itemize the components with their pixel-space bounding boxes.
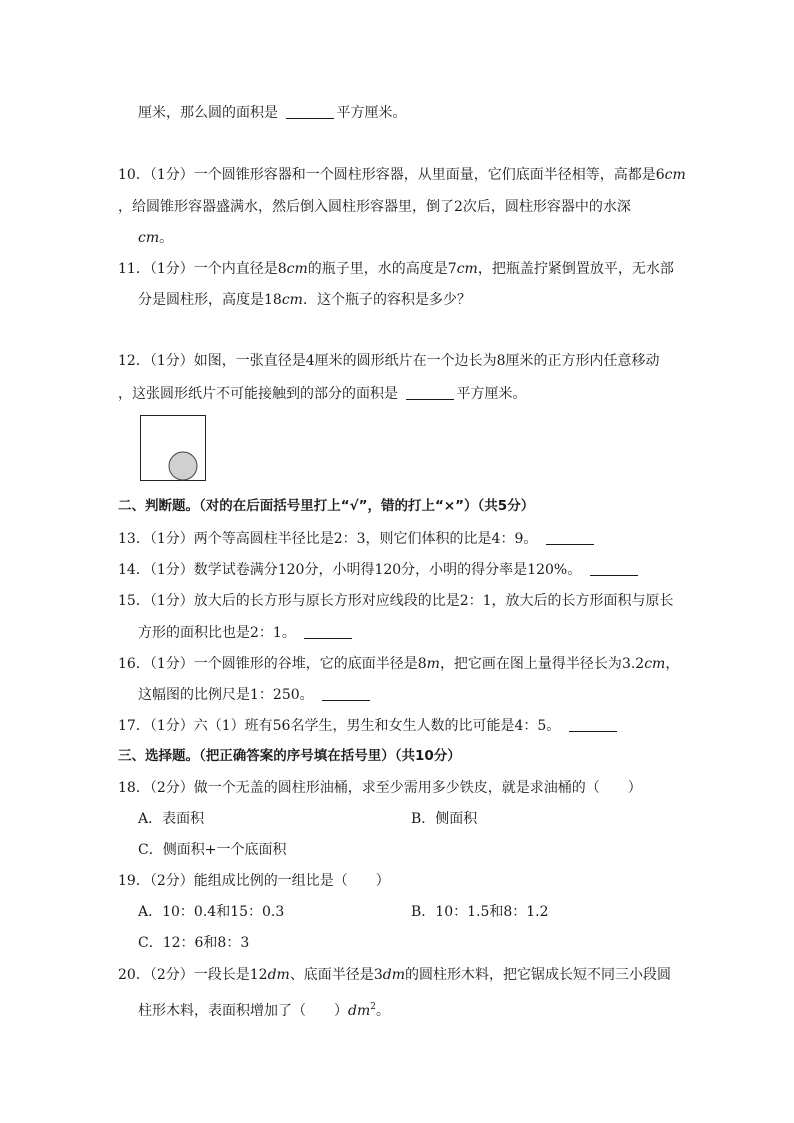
q12-text-2: ，这张圆形纸片不可能接触到的部分的面积是 xyxy=(118,386,398,402)
q18 xyxy=(118,779,642,797)
q11-text-c: ，把瓶盖拧紧倒置放平，无水部 xyxy=(477,261,674,277)
q20-value-1: 12 xyxy=(249,967,268,983)
q19-option-a[interactable]: A．10：0.4和15：0.3 xyxy=(138,904,285,920)
q10-line3 xyxy=(138,229,173,247)
circle-paper xyxy=(169,452,197,480)
q17 xyxy=(118,717,619,735)
q10-text-1: 10．（1分）一个圆锥形容器和一个圆柱形容器，从里面量，它们底面半径相等，高都是 xyxy=(118,167,656,183)
q12-line2 xyxy=(118,385,526,403)
q11-text-d: 分是圆柱形，高度是 xyxy=(138,292,264,308)
q10-unit: cm xyxy=(664,167,686,183)
q16-unit-1: m xyxy=(426,656,440,672)
q19-text: 19．（2分）能组成比例的一组比是（ ） xyxy=(118,873,390,889)
q9-answer-blank[interactable] xyxy=(286,104,334,119)
q12-answer-blank[interactable] xyxy=(406,385,454,400)
q13-answer-blank[interactable] xyxy=(546,530,594,545)
q16-text-c: ， xyxy=(665,656,680,672)
q19-option-c[interactable]: C．12：6和8：3 xyxy=(138,935,250,951)
q11-text-b: 的瓶子里，水的高度是 xyxy=(307,261,448,277)
q10-answer-unit: cm xyxy=(138,230,160,246)
q20-unit-3: dm xyxy=(348,1003,371,1019)
q10-text-2: ，给圆锥形容器盛满水，然后倒入圆柱形容器里，倒了2次后，圆柱形容器中的水深 xyxy=(118,199,631,215)
q17-text: 17．（1分）六（1）班有56名学生，男生和女生人数的比可能是4：5。 xyxy=(118,718,561,734)
section2-heading: 二、判断题。（对的在后面括号里打上“√”，错的打上“×”）（共5分） xyxy=(118,498,535,514)
q11-text-a: 11．（1分）一个内直径是 xyxy=(118,261,278,277)
q20-text-a: 20．（2分）一段长是 xyxy=(118,967,250,983)
q15-text-1: 15．（1分）放大后的长方形与原长方形对应线段的比是2：1，放大后的长方形面积与原长 xyxy=(118,593,674,609)
q15-answer-blank[interactable] xyxy=(304,624,352,639)
q13-text: 13．（1分）两个等高圆柱半径比是2：3，则它们体积的比是4：9。 xyxy=(118,531,538,547)
q15-text-2: 方形的面积比也是2：1。 xyxy=(138,625,296,641)
q15-line1 xyxy=(118,592,674,610)
square-circle-figure xyxy=(140,415,206,481)
q19 xyxy=(118,872,390,890)
q15-line2 xyxy=(138,624,354,642)
q20-unit-2: dm xyxy=(382,967,405,983)
q12-line1 xyxy=(118,352,660,370)
q9-tail xyxy=(138,104,406,122)
q18-option-b[interactable]: B．侧面积 xyxy=(411,811,478,827)
q9-text: 厘米，那么圆的面积是 xyxy=(138,105,278,121)
q20-unit-1: dm xyxy=(267,967,290,983)
q19-option-b[interactable]: B．10：1.5和8：1.2 xyxy=(411,904,549,920)
q11-value-3: 18 xyxy=(264,292,282,308)
q9-unit: 平方厘米。 xyxy=(336,105,407,121)
q11-text-e: ．这个瓶子的容积是多少？ xyxy=(302,292,471,308)
q12-text-1: 12．（1分）如图，一张直径是4厘米的圆形纸片在一个边长为8厘米的正方形内任意移动 xyxy=(118,353,660,369)
q16-text-b: ，把它画在图上量得半径长为 xyxy=(439,656,622,672)
q20-line2 xyxy=(138,998,390,1020)
q16-line1 xyxy=(118,655,679,673)
q11-line2 xyxy=(138,291,471,309)
q16-value-2: 3.2 xyxy=(621,656,645,672)
q13 xyxy=(118,530,596,548)
q14-text: 14．（1分）数学试卷满分120分，小明得120分，小明的得分率是120%。 xyxy=(118,562,582,578)
q16-answer-blank[interactable] xyxy=(322,686,370,701)
q10-line2 xyxy=(118,198,631,216)
q20-text-d: 柱形木料，表面积增加了（ ） xyxy=(138,1003,348,1019)
q20-tail: 。 xyxy=(375,1003,390,1019)
q18-option-a[interactable]: A．表面积 xyxy=(138,811,205,827)
q14 xyxy=(118,561,640,579)
q20-line1 xyxy=(118,966,671,984)
q11-unit-2: cm xyxy=(456,261,478,277)
section3-heading: 三、选择题。（把正确答案的序号填在括号里）（共10分） xyxy=(118,748,461,764)
q10-value: 6 xyxy=(655,167,665,183)
q20-text-b: 、底面半径是 xyxy=(289,967,374,983)
q20-exponent: 2 xyxy=(370,1002,376,1012)
q11-value-2: 7 xyxy=(447,261,457,277)
q16-line2 xyxy=(138,686,372,704)
q11-unit-1: cm xyxy=(286,261,308,277)
q11-value-1: 8 xyxy=(277,261,287,277)
q18-option-c[interactable]: C．侧面积+一个底面积 xyxy=(138,842,287,858)
q12-unit: 平方厘米。 xyxy=(456,386,527,402)
q10-tail: 。 xyxy=(159,230,174,246)
q14-answer-blank[interactable] xyxy=(590,561,638,576)
q18-text: 18．（2分）做一个无盖的圆柱形油桶，求至少需用多少铁皮，就是求油桶的（ ） xyxy=(118,780,642,796)
q16-value-1: 8 xyxy=(417,656,427,672)
q11-unit-3: cm xyxy=(281,292,303,308)
q11-line1 xyxy=(118,260,674,278)
q16-text-2: 这幅图的比例尺是1：250。 xyxy=(138,687,314,703)
q20-text-c: 的圆柱形木料，把它锯成长短不同三小段圆 xyxy=(404,967,671,983)
q17-answer-blank[interactable] xyxy=(569,717,617,732)
q10-line1 xyxy=(118,166,686,184)
q16-unit-2: cm xyxy=(644,656,666,672)
q16-text-a: 16．（1分）一个圆锥形的谷堆，它的底面半径是 xyxy=(118,656,418,672)
q20-value-2: 3 xyxy=(373,967,383,983)
